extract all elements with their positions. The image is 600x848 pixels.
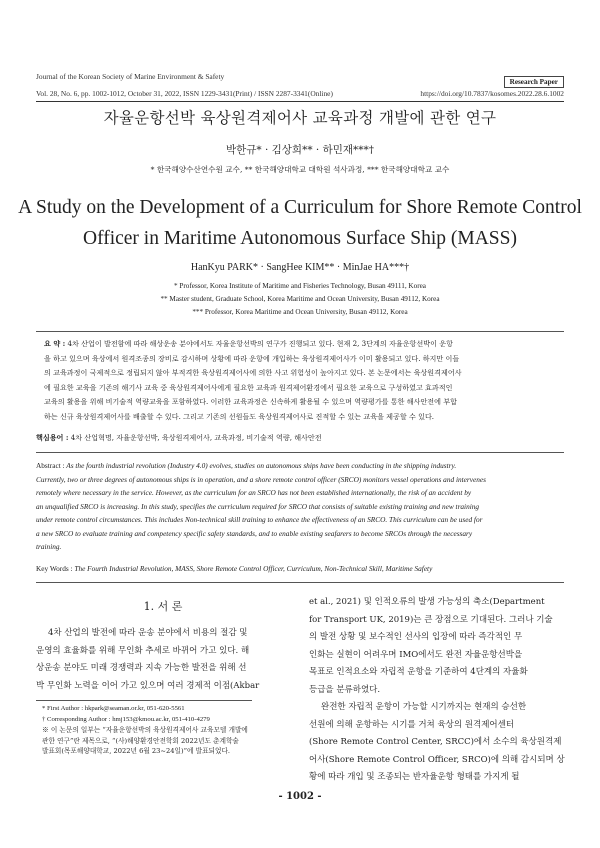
presentation-note-line-1: ※ 이 논문의 일부는 “자율운항선박의 육상원격제어사 교육모델 개발에: [42, 726, 248, 734]
korean-abstract-line-1: [44, 337, 453, 352]
english-title-line1: A Study on the Development of a Curriculum for Shore Remote Control: [18, 197, 582, 218]
english-abstract-text: As the fourth industrial revolution (Industry 4.0) evolves, studies on autonomous ships have been conducting in the shipping industry.: [66, 461, 457, 470]
footnote-rule: [36, 700, 252, 701]
english-abstract-line-2: Currently, two or three degrees of autonomous ships is in operation, and a shore remote control officer (SRCO) monitors vessel operations and intervenes: [36, 474, 486, 484]
intro-right-line-8: 선원에 의해 운항하는 시기를 거쳐 육상의 원격제어센터: [309, 719, 515, 730]
presentation-note-line-3: 발표회(목포해양대학교, 2022년 6월 23~24일)”에 발표되었다.: [42, 747, 231, 755]
english-abstract-line-1: [36, 459, 456, 473]
journal-volume: Vol. 28, No. 6, pp. 1002-1012, October 31, 2022, ISSN 1229-3431(Print) / ISSN 2287-3341(Online): [36, 89, 333, 98]
intro-right-line-4: 인화는 실현이 어려우며 IMO에서도 완전 자율운항선박을: [309, 649, 523, 660]
intro-right-line-6: 등급을 분류하였다.: [309, 684, 381, 695]
english-abstract-line-5: under remote control circumstances. This includes Non-technical skill training to enhance the effectiveness of an SRCO. This curriculum can be used for: [36, 515, 483, 524]
english-abstract-line-6: a new SRCO to evaluate training and competency specific safety standards, and to enable existing seafarers to become SRCOs through the necessary: [36, 528, 473, 538]
intro-right-line-1: et al., 2021) 및 인적오류의 발생 가능성의 축소(Department: [309, 597, 545, 607]
english-abstract-line-3: remotely where necessary in the service. However, as the curriculum for an SRCO has not been established internationally, the risk of an accident by: [36, 488, 472, 497]
journal-name: Journal of the Korean Society of Marine Environment & Safety: [36, 72, 225, 81]
intro-left-line-4: 박 무인화 노력을 이어 가고 있으며 여러 경제적 이점(Akbar: [36, 680, 260, 691]
section-heading: 1. 서 론: [143, 600, 183, 613]
intro-right-line-2: for Transport UK, 2019)는 큰 장점으로 기대된다. 그러나 기술: [309, 614, 553, 625]
korean-title: 자율운항선박 육상원격제어사 교육과정 개발에 관한 연구: [103, 109, 497, 127]
presentation-note-line-2: 관한 연구”란 제목으로, “(사)해양환경안전학회 2022년도 춘계학술: [42, 736, 239, 745]
korean-keywords: [36, 431, 322, 446]
intro-right-line-11: 황에 따라 개입 및 조종되는 반자율운항 형태를 가지게 될: [309, 772, 520, 782]
intro-right-line-5: 목표로 인적요소와 자립적 운항을 기준하여 4단계의 자율화: [309, 667, 528, 677]
abstract-top-rule: [36, 331, 564, 332]
research-paper-badge: Research Paper: [504, 76, 564, 88]
english-keywords-label: Key Words :: [36, 564, 73, 573]
english-affiliation-2: ** Master student, Graduate School, Korea Maritime and Ocean University, Busan 49112, Korea: [160, 295, 440, 303]
header-rule: [36, 101, 564, 102]
intro-left-line-2: 운영의 효율화를 위해 무인화 추세로 바뀌어 가고 있다. 해: [36, 645, 250, 656]
english-abstract-rule: [36, 452, 564, 453]
korean-abstract-line-2: 을 하고 있으며 육상에서 원격조종의 장비로 감시하며 상황에 따라 운항에 개입하는 육상원격제어사가 이미 활용되고 있다. 하지만 이들: [44, 353, 460, 363]
english-abstract-line-7: training.: [36, 542, 62, 551]
english-abstract-label: Abstract :: [36, 461, 65, 470]
english-affiliation-3: *** Professor, Korea Maritime and Ocean University, Busan 49112, Korea: [192, 308, 408, 316]
korean-keywords-label: 핵심용어 :: [36, 433, 69, 442]
korean-abstract-line-4: 에 필요한 교육을 기존의 해기사 교육 중 육상원격제어사에게 필요한 교육과 원격제어환경에서 필요한 교육으로 구성하였고 효과적인: [44, 382, 453, 392]
korean-authors: 박한규* · 김상희** · 하민재***†: [225, 144, 375, 156]
english-authors: HanKyu PARK* · SangHee KIM** · MinJae HA***†: [190, 262, 410, 273]
english-keywords-text: The Fourth Industrial Revolution, MASS, Shore Remote Control Officer, Curriculum, Non-Technical Skill, Maritime Safety: [74, 564, 433, 573]
intro-left-line-3: 상운송 분야도 미래 경쟁력과 지속 가능한 발전을 위해 선: [36, 663, 247, 673]
korean-abstract-text: 4차 산업이 발전함에 따라 해상운송 분야에서도 자율운항선박의 연구가 진행되고 있다. 현재 2, 3단계의 자율운항선박이 운항: [67, 339, 453, 348]
intro-right-line-3: 의 발전 상황 및 보수적인 선사의 입장에 따라 즉각적인 무: [309, 632, 523, 642]
intro-left-line-1: 4차 산업의 발전에 따라 운송 분야에서 비용의 절감 및: [48, 628, 248, 638]
english-abstract-line-4: an unqualified SRCO is increasing. In this study, specifies the curriculum required for SRCO that consists of suitable existing training and new training: [36, 501, 480, 511]
korean-affiliations: * 한국해양수산연수원 교수, ** 한국해양대학교 대학원 석사과정, *** 한국해양대학교 교수: [150, 165, 450, 174]
korean-abstract-line-5: 교육의 활용을 위해 비기술적 역량교육을 포함하였다. 이러한 교육과정은 신속하게 활용될 수 있으며 역량평가를 통한 해사안전에 부합: [44, 397, 457, 406]
english-title-line2: Officer in Maritime Autonomous Surface Ship (MASS): [82, 228, 517, 249]
intro-right-line-10: 어사(Shore Remote Control Officer, SRCO)에 의해 감시되며 상: [309, 754, 565, 765]
page-number: - 1002 -: [278, 791, 322, 802]
intro-right-line-7: 완전한 자립적 운항이 가능할 시기까지는 현재의 승선한: [321, 702, 527, 712]
korean-abstract-label: 요 약 :: [44, 339, 66, 348]
first-author-note: * First Author : hkpark@seaman.or.kr, 051-620-5561: [42, 705, 185, 712]
english-keywords: [36, 562, 432, 576]
doi-link[interactable]: https://doi.org/10.7837/kosomes.2022.28.6.1002: [420, 89, 564, 98]
body-top-rule: [36, 582, 564, 583]
korean-abstract-line-6: 하는 신규 육상원격제어사를 배출할 수 있다. 그리고 기존의 선원들도 육상원격제어사로 진적할 수 있는 교육을 제공할 수 있다.: [44, 411, 435, 421]
english-affiliation-1: * Professor, Korea Institute of Maritime and Fisheries Technology, Busan 49111, Korea: [174, 282, 426, 290]
corresponding-author-note: † Corresponding Author : hmj153@kmou.ac.kr, 051-410-4279: [42, 715, 210, 723]
intro-right-line-9: (Shore Remote Control Center, SRCC)에서 소수의 육상원격제: [309, 737, 562, 747]
korean-keywords-text: 4차 산업혁명, 자율운항선박, 육상원격제어사, 교육과정, 비기술적 역량, 해사안전: [70, 433, 322, 442]
korean-abstract-line-3: 의 교육과정이 국제적으로 정립되지 않아 부적격한 육상원격제어사에 의한 사고 위험성이 높아지고 있다. 본 논문에서는 육상원격제어사: [44, 368, 462, 377]
